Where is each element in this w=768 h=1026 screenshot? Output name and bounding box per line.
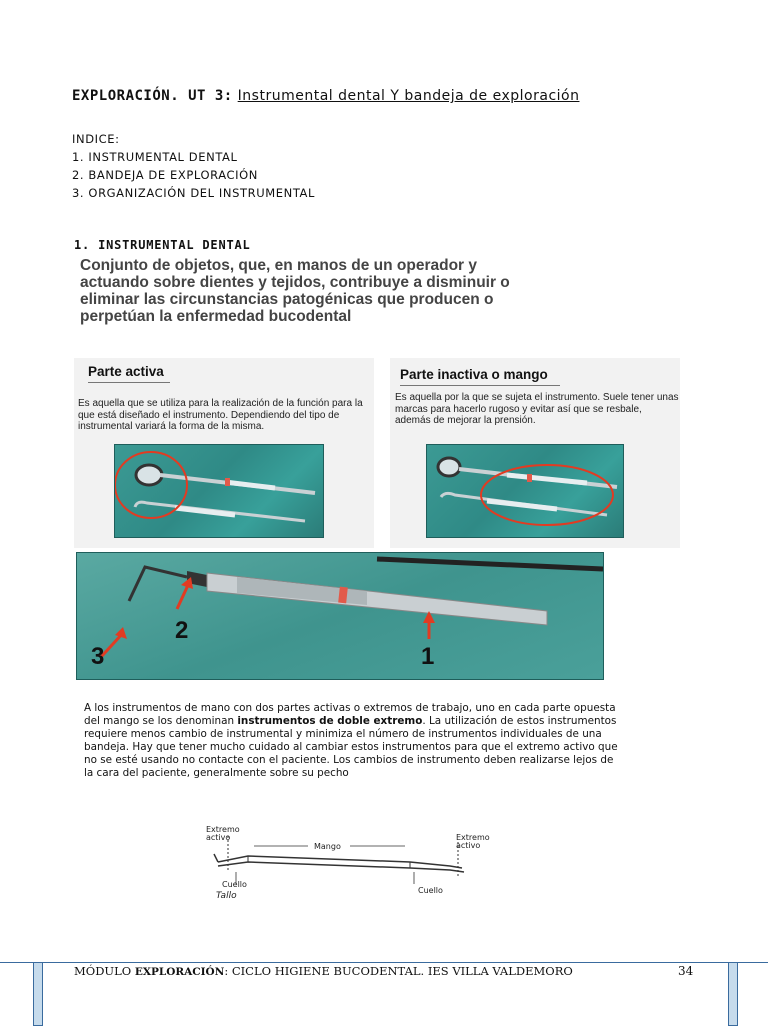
active-part-panel [74, 358, 374, 548]
definition-text: Conjunto de objetos, que, en manos de un operador y actuando sobre dientes y tejidos, contribuye a disminuir o eliminar las circunstancias patogénicas que producen o perpetúan la enfermedad bucodental [80, 257, 510, 325]
instrument-photo [426, 444, 624, 538]
diagram-label: activo [456, 841, 481, 850]
diagram-label-shank: Tallo [216, 891, 237, 901]
title-label: EXPLORACIÓN. UT 3: [72, 88, 233, 104]
inactive-part-panel [390, 358, 680, 548]
title-text: Instrumental dental Y bandeja de exploración [237, 88, 580, 104]
inactive-part-title: Parte inactiva o mango [400, 367, 548, 382]
index-item: 1. INSTRUMENTAL DENTAL [72, 150, 238, 164]
diagram-label: Extremo [456, 833, 490, 842]
instrument-image [115, 445, 323, 537]
index-item: 3. ORGANIZACIÓN DEL INSTRUMENTAL [72, 186, 316, 200]
paragraph-text: . La utilización de estos instrumentos requiere menos cambio de instrumental y minimiza el número de instrumentos individuales de una bandeja. Hay que tener mucho cuidado al cambiar estos instrumentos para que el extremo activo que no se esté usando no contacte con el paciente. Los cambios de instrumento deben realizarse lejos de la cara del paciente, generalmente sobre su pecho [84, 715, 618, 779]
footer-right-bar [728, 962, 738, 1026]
paragraph-bold: instrumentos de doble extremo [237, 715, 423, 727]
instrument-image [427, 445, 623, 537]
diagram-label-left-end [206, 826, 240, 842]
active-part-text: Es aquella que se utiliza para la realización de la función para la que está diseñado el instrumento. Dependiendo del tipo de instrumental variará la forma de la misma. [78, 398, 363, 432]
section-heading: 1. INSTRUMENTAL DENTAL [74, 238, 251, 252]
diagram-label-neck-left: Cuello [222, 880, 247, 889]
index-item: 2. BANDEJA DE EXPLORACIÓN [72, 168, 258, 182]
diagram-label-neck-right: Cuello [418, 886, 443, 895]
instrument-diagram [200, 822, 500, 904]
paragraph-text: A los instrumentos de mano con dos partes activas o extremos de trabajo, uno en cada parte opuesta del mango se los denominan [84, 702, 616, 727]
instrument-photo [114, 444, 324, 538]
footer-text [74, 964, 573, 978]
index-block [72, 130, 315, 202]
footer-rest: : CICLO HIGIENE BUCODENTAL. IES VILLA VALDEMORO [224, 964, 573, 978]
footer-rule [0, 962, 768, 963]
figure-number-1: 1 [421, 643, 435, 670]
title-underline [88, 382, 170, 383]
title-underline [400, 385, 560, 386]
diagram-label: Extremo [206, 825, 240, 834]
diagram-label: activo [206, 833, 231, 842]
footer-left-bar [33, 962, 43, 1026]
active-part-title: Parte activa [88, 364, 164, 379]
footer-module: EXPLORACIÓN [134, 966, 225, 978]
figure-number-3: 3 [91, 643, 105, 670]
diagram-label-right-end [456, 834, 490, 850]
page-title [72, 88, 579, 104]
figure-number-2: 2 [175, 617, 189, 644]
instrument-detail-image [77, 553, 603, 679]
instrument-detail-photo [76, 552, 604, 680]
footer-prefix: MÓDULO [74, 964, 132, 978]
double-end-paragraph [84, 702, 624, 780]
inactive-part-text: Es aquella por la que se sujeta el instrumento. Suele tener unas marcas para hacerlo rugoso y evitar así que se resbale, además de mejorar la prensión. [395, 392, 679, 426]
instrument-diagram-drawing [200, 822, 500, 904]
diagram-label-handle: Mango [314, 842, 341, 851]
page-number: 34 [678, 964, 694, 978]
index-heading: INDICE: [72, 132, 120, 146]
